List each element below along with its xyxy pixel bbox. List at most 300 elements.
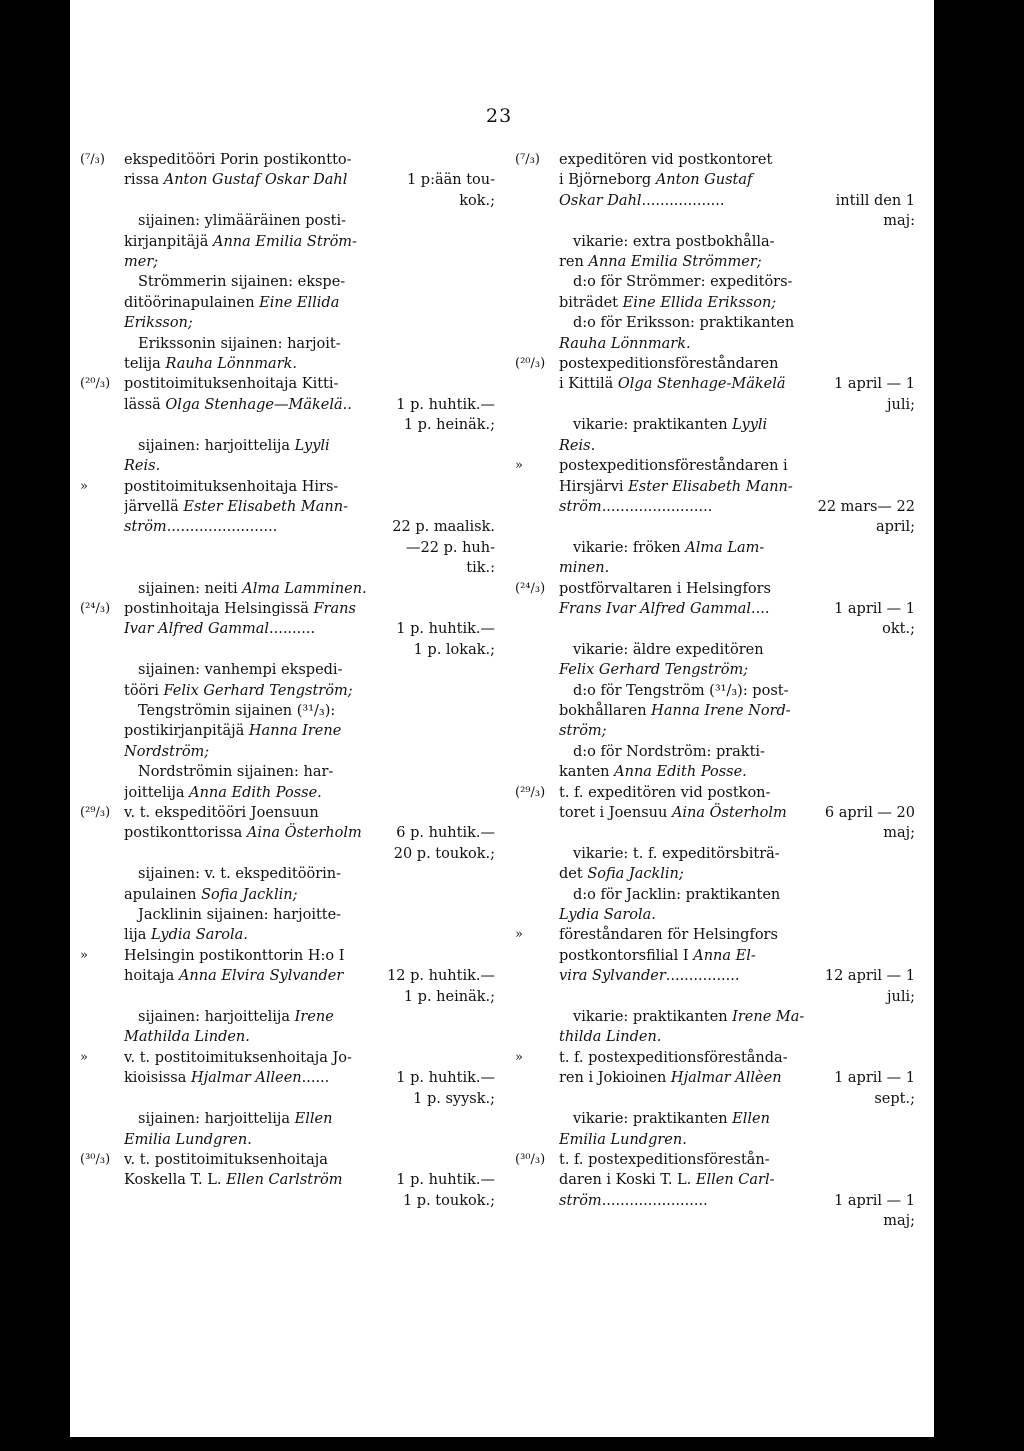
person-name: Ester Elisabeth Mann-	[183, 498, 349, 515]
line-text: sijainen: harjoittelija	[138, 437, 295, 454]
person-name: Hjalmar Alleen	[191, 1070, 302, 1087]
register-entry	[80, 1048, 495, 1150]
line-text: kioisissa	[124, 1070, 192, 1087]
text-line	[124, 803, 495, 823]
date-range: 22 p. maalisk.	[392, 519, 495, 536]
line-body	[124, 170, 347, 190]
person-name: Ellen	[294, 1111, 333, 1128]
date-range: sept.;	[874, 1090, 915, 1107]
scan-border-left	[0, 0, 70, 1451]
date-range: 1 p. huhtik.—	[396, 1172, 495, 1189]
text-line	[559, 211, 915, 231]
line-text: kirjanpitäjä	[124, 233, 213, 250]
entry-date-mark: (³⁰/₃)	[80, 1151, 111, 1167]
person-name: Sofia Jacklin;	[201, 886, 298, 903]
entry-date-mark: »	[80, 478, 88, 494]
text-line	[559, 1191, 915, 1211]
line-body	[124, 805, 319, 821]
person-name: Olga Stenhage-Mäkelä	[617, 376, 786, 393]
line-text: biträdet	[559, 294, 623, 311]
line-body	[559, 1152, 770, 1168]
line-body	[573, 642, 764, 658]
line-text: postitoimituksenhoitaja Kitti-	[124, 376, 339, 393]
line-body	[124, 295, 339, 311]
person-name: Anton Gustaf Oskar Dahl	[163, 172, 348, 189]
line-text: det	[559, 866, 588, 883]
person-name: Ester Elisabeth Mann-	[628, 478, 793, 495]
person-name: ström	[559, 1192, 602, 1209]
line-body	[559, 295, 776, 311]
text-line	[559, 1109, 915, 1129]
line-body	[573, 846, 780, 862]
line-text: sijainen: vanhempi ekspedi-	[138, 662, 343, 679]
leader-dots: ..................	[641, 192, 725, 209]
text-line	[559, 1048, 915, 1068]
register-entry	[80, 803, 495, 946]
text-line	[559, 701, 915, 721]
line-text: tööri	[124, 682, 164, 699]
line-body	[559, 191, 725, 211]
register-entry	[515, 1048, 915, 1150]
person-name: Olga Stenhage—Mäkelä..	[165, 396, 352, 413]
person-name: Rauha Lönnmark.	[559, 335, 691, 352]
line-body	[124, 966, 343, 986]
text-line	[124, 436, 495, 456]
text-line	[124, 946, 495, 966]
register-entry	[80, 150, 495, 374]
entry-date-mark: (²⁹/₃)	[80, 805, 111, 820]
line-body	[559, 479, 793, 495]
register-entry	[80, 599, 495, 803]
text-line	[559, 1170, 915, 1190]
line-text: vikarie: praktikanten	[573, 1111, 733, 1128]
text-line	[124, 681, 495, 701]
text-line	[124, 1191, 495, 1211]
line-body	[124, 1170, 343, 1190]
line-text: postförvaltaren i Helsingfors	[559, 580, 771, 597]
line-body	[573, 744, 765, 760]
line-body	[138, 1111, 332, 1127]
date-range: maj:	[883, 213, 915, 230]
line-body	[573, 274, 792, 290]
text-line	[559, 272, 915, 292]
date-range: kok.;	[459, 192, 495, 209]
line-body	[124, 479, 338, 495]
text-line	[559, 191, 915, 211]
date-range: 1 april — 1	[834, 600, 915, 617]
line-text: sijainen: harjoittelija	[138, 1111, 295, 1128]
line-body	[559, 1172, 775, 1188]
line-body	[138, 764, 333, 780]
register-entry	[515, 1150, 915, 1232]
line-body	[559, 599, 769, 619]
text-line	[559, 885, 915, 905]
date-range: 1 p. huhtik.—	[396, 396, 495, 413]
register-entry	[515, 925, 915, 1047]
text-line	[124, 517, 495, 537]
text-line	[559, 354, 915, 374]
entry-date-mark: (⁷/₃)	[80, 152, 105, 167]
entry-date-mark: »	[515, 927, 523, 943]
date-range: april;	[875, 519, 915, 536]
date-range: 1 p. huhtik.—	[396, 621, 495, 638]
text-line	[124, 150, 495, 170]
person-name: Anna Elvira Sylvander	[178, 968, 344, 985]
line-body	[559, 907, 656, 923]
person-name: Lydia Sarola.	[559, 907, 656, 924]
date-range: 1 p. syysk.;	[413, 1090, 495, 1107]
text-line	[124, 701, 495, 721]
line-body	[559, 497, 712, 517]
line-body	[138, 274, 345, 290]
text-line	[559, 987, 915, 1007]
line-text: sijainen: ylimääräinen posti-	[138, 213, 347, 230]
text-line	[559, 1027, 915, 1047]
line-text: ren i Jokioinen	[559, 1070, 671, 1087]
entry-date-mark: (³⁰/₃)	[515, 1151, 546, 1167]
line-body	[559, 374, 786, 394]
date-range: maj;	[883, 825, 915, 842]
text-line	[559, 252, 915, 272]
register-entry	[515, 456, 915, 578]
line-body	[124, 395, 352, 415]
text-line	[559, 721, 915, 741]
text-line	[559, 517, 915, 537]
text-line	[124, 211, 495, 231]
text-line	[124, 762, 495, 782]
text-line	[124, 1048, 495, 1068]
text-line	[559, 966, 915, 986]
text-line	[559, 640, 915, 660]
person-name: Alma Lam-	[685, 539, 765, 556]
line-text: d:o för Tengström (³¹/₃): post-	[573, 682, 789, 699]
line-text: d:o för Eriksson: praktikanten	[573, 315, 795, 332]
text-line	[124, 477, 495, 497]
line-body	[573, 315, 794, 331]
date-range: 6 p. huhtik.—	[396, 825, 495, 842]
line-body	[573, 887, 780, 903]
register-entry	[515, 150, 915, 354]
line-body	[124, 376, 338, 392]
text-line	[124, 415, 495, 435]
line-body	[138, 438, 330, 454]
line-text: v. t. postitoimituksenhoitaja	[124, 1151, 328, 1168]
entry-date-mark: (²⁹/₃)	[515, 784, 546, 800]
text-line	[559, 374, 915, 394]
line-body	[559, 152, 772, 168]
person-name: Felix Gerhard Tengström;	[163, 682, 353, 699]
leader-dots: ........................	[601, 498, 713, 515]
text-line	[559, 497, 915, 517]
line-text: Jacklinin sijainen: harjoitte-	[138, 907, 342, 924]
text-line	[124, 783, 495, 803]
text-line	[559, 844, 915, 864]
line-text: lässä	[124, 396, 166, 413]
line-text: Tengströmin sijainen (³¹/₃):	[138, 702, 336, 719]
text-line	[559, 681, 915, 701]
person-name: Ellen Carlström	[226, 1172, 343, 1189]
line-text: t. f. postexpeditionsförestånda-	[559, 1049, 788, 1066]
line-body	[124, 1132, 252, 1148]
person-name: Alma Lamminen.	[242, 580, 367, 597]
line-body	[138, 662, 342, 678]
text-line	[124, 293, 495, 313]
person-name: Irene	[294, 1009, 334, 1026]
line-text: d:o för Jacklin: praktikanten	[573, 886, 781, 903]
line-body	[559, 1132, 687, 1148]
line-body	[138, 866, 341, 882]
entry-date-mark: (²⁰/₃)	[80, 376, 111, 392]
person-name: Lyyli	[294, 437, 330, 454]
line-text: vikarie: äldre expeditören	[573, 641, 764, 658]
leader-dots: ..........	[269, 621, 316, 638]
text-line	[124, 354, 495, 374]
register-entry	[515, 579, 915, 783]
date-range: 1 p:ään tou-	[406, 172, 495, 189]
line-body	[124, 683, 353, 699]
line-text: rissa	[124, 172, 164, 189]
line-body	[559, 764, 747, 780]
person-name: Eine Ellida Eriksson;	[622, 294, 777, 311]
line-text: i Kittilä	[559, 376, 618, 393]
text-line	[124, 1109, 495, 1129]
text-line	[559, 170, 915, 190]
text-line	[124, 619, 495, 639]
line-body	[124, 948, 344, 964]
line-text: vikarie: fröken	[573, 539, 686, 556]
register-entry	[80, 1150, 495, 1211]
leader-dots: .......................	[601, 1192, 708, 1209]
line-text: apulainen	[124, 886, 202, 903]
line-text: expeditören vid postkontoret	[559, 152, 773, 168]
line-body	[138, 703, 335, 719]
leader-dots: ....	[751, 600, 770, 617]
line-text: ren	[559, 254, 589, 271]
person-name: mer;	[124, 254, 159, 271]
line-text: joittelija	[124, 784, 190, 801]
register-entry	[515, 354, 915, 456]
line-body	[559, 948, 756, 964]
date-range: okt.;	[882, 621, 915, 638]
person-name: Ellen	[732, 1111, 770, 1128]
person-name: Lydia Sarola.	[151, 927, 248, 944]
text-line	[559, 232, 915, 252]
text-line	[124, 925, 495, 945]
date-range: 1 p. toukok.;	[402, 1192, 495, 1209]
text-line	[559, 762, 915, 782]
text-line	[559, 579, 915, 599]
person-name: Hanna Irene	[248, 723, 342, 740]
entry-date-mark: (⁷/₃)	[515, 152, 540, 167]
line-body	[559, 254, 762, 270]
line-text: postexpeditionsföreståndaren	[559, 356, 779, 373]
text-line	[559, 599, 915, 619]
line-body	[124, 823, 362, 843]
text-line	[124, 742, 495, 762]
line-body	[559, 438, 595, 454]
text-line	[124, 966, 495, 986]
line-text: telija	[124, 356, 166, 373]
line-body	[559, 560, 609, 576]
text-line	[559, 742, 915, 762]
date-range: 6 april — 20	[824, 805, 915, 821]
line-text: sijainen: neiti	[138, 580, 243, 597]
person-name: Aina Österholm	[671, 805, 787, 821]
person-name: Irene Ma-	[732, 1009, 805, 1026]
entry-date-mark: »	[515, 458, 523, 474]
date-range: 1 p. heinäk.;	[403, 417, 495, 434]
text-line	[124, 640, 495, 660]
text-line	[124, 558, 495, 578]
line-body	[124, 499, 348, 515]
line-text: postkontorsfilial I	[559, 947, 694, 964]
line-text: ekspeditööri Porin postikontto-	[124, 152, 352, 168]
line-body	[559, 336, 691, 352]
line-body	[559, 703, 791, 719]
line-text: Nordströmin sijainen: har-	[138, 764, 334, 781]
text-line	[124, 313, 495, 333]
person-name: Anna Edith Posse.	[189, 784, 322, 801]
line-text: t. f. expeditören vid postkon-	[559, 784, 771, 801]
text-line	[559, 803, 915, 823]
line-body	[573, 234, 775, 250]
text-line	[124, 456, 495, 476]
line-body	[138, 907, 341, 923]
text-line	[559, 619, 915, 639]
line-text: d:o för Nordström: prakti-	[573, 743, 765, 760]
entry-date-mark: (²⁴/₃)	[515, 580, 546, 596]
date-range: —22 p. huh-	[406, 539, 495, 556]
text-line	[124, 252, 495, 272]
person-name: thilda Linden.	[559, 1029, 662, 1046]
person-name: Sofia Jacklin;	[587, 866, 684, 883]
person-name: ström	[559, 498, 602, 515]
text-line	[124, 599, 495, 619]
text-line	[124, 1027, 495, 1047]
person-name: Emilia Lundgren.	[124, 1131, 252, 1148]
line-text: Helsingin postikonttorin H:o I	[124, 947, 345, 964]
person-name: Mathilda Linden.	[124, 1029, 250, 1046]
text-line	[559, 864, 915, 884]
line-text: toret i Joensuu	[559, 805, 672, 821]
leader-dots: ......	[301, 1070, 330, 1087]
person-name: Oskar Dahl	[559, 192, 642, 209]
text-line	[124, 272, 495, 292]
text-line	[559, 477, 915, 497]
person-name: Frans Ivar Alfred Gammal	[559, 600, 752, 617]
line-text: järvellä	[124, 498, 184, 515]
line-text: vikarie: extra postbokhålla-	[573, 233, 775, 250]
line-body	[124, 887, 298, 903]
line-body	[559, 172, 752, 188]
date-range: 1 april — 1	[834, 1070, 915, 1087]
person-name: Anna El-	[693, 947, 756, 964]
line-body	[138, 213, 346, 229]
person-name: Aina Österholm	[246, 825, 362, 842]
line-body	[124, 234, 357, 250]
line-text: hoitaja	[124, 968, 179, 985]
text-line	[559, 436, 915, 456]
line-body	[124, 619, 315, 639]
person-name: ström;	[559, 723, 607, 740]
entry-date-mark: »	[515, 1049, 523, 1065]
line-body	[559, 356, 778, 372]
text-line	[124, 395, 495, 415]
line-text: vikarie: praktikanten	[573, 1009, 733, 1026]
date-range: intill den 1	[835, 192, 915, 209]
line-body	[559, 1050, 788, 1066]
person-name: ström	[124, 519, 167, 536]
person-name: Reis.	[559, 437, 596, 454]
text-line	[559, 1150, 915, 1170]
person-name: Hjalmar Allèen	[670, 1070, 782, 1087]
line-text: Erikssonin sijainen: harjoit-	[138, 335, 341, 352]
line-body	[573, 1111, 770, 1127]
date-range: 12 p. huhtik.—	[387, 968, 495, 985]
line-body	[559, 785, 770, 801]
text-line	[124, 191, 495, 211]
text-line	[559, 905, 915, 925]
date-range: tik.:	[466, 560, 495, 577]
line-text: kanten	[559, 764, 615, 781]
text-line	[124, 885, 495, 905]
line-body	[138, 336, 341, 352]
text-line	[559, 1089, 915, 1109]
text-line	[559, 558, 915, 578]
text-line	[559, 150, 915, 170]
person-name: Ellen Carl-	[695, 1172, 775, 1189]
text-line	[559, 415, 915, 435]
text-line	[559, 660, 915, 680]
leader-dots: ................	[665, 968, 740, 985]
line-text: föreståndaren för Helsingfors	[559, 927, 778, 944]
date-range: juli;	[887, 988, 915, 1005]
text-line	[559, 1130, 915, 1150]
line-text: v. t. postitoimituksenhoitaja Jo-	[124, 1049, 352, 1066]
line-body	[138, 581, 367, 597]
line-body	[124, 785, 322, 801]
person-name: Ivar Alfred Gammal	[124, 621, 269, 638]
text-line	[124, 1007, 495, 1027]
person-name: vira Sylvander	[559, 968, 666, 985]
text-line	[124, 170, 495, 190]
line-body	[124, 744, 209, 760]
register-entry	[80, 946, 495, 1048]
line-body	[559, 1029, 661, 1045]
line-body	[124, 723, 341, 739]
line-text: lija	[124, 927, 152, 944]
text-line	[124, 232, 495, 252]
line-body	[124, 517, 277, 537]
line-body	[124, 458, 160, 474]
text-line	[559, 538, 915, 558]
scan-border-right	[934, 0, 1024, 1451]
person-name: Anton Gustaf	[655, 172, 753, 189]
person-name: Anna Emilia Strömmer;	[588, 254, 762, 271]
person-name: Anna Edith Posse.	[614, 764, 747, 781]
entry-date-mark: »	[80, 1049, 88, 1065]
line-text: bokhållaren	[559, 702, 652, 719]
text-line	[559, 1007, 915, 1027]
line-text: daren i Koski T. L.	[559, 1172, 696, 1189]
text-line	[124, 823, 495, 843]
line-text: ditöörinapulainen	[124, 294, 260, 311]
text-line	[124, 374, 495, 394]
line-text: t. f. postexpeditionsförestån-	[559, 1151, 770, 1168]
text-line	[559, 395, 915, 415]
person-name: Eine Ellida	[259, 294, 340, 311]
line-body	[124, 927, 248, 943]
